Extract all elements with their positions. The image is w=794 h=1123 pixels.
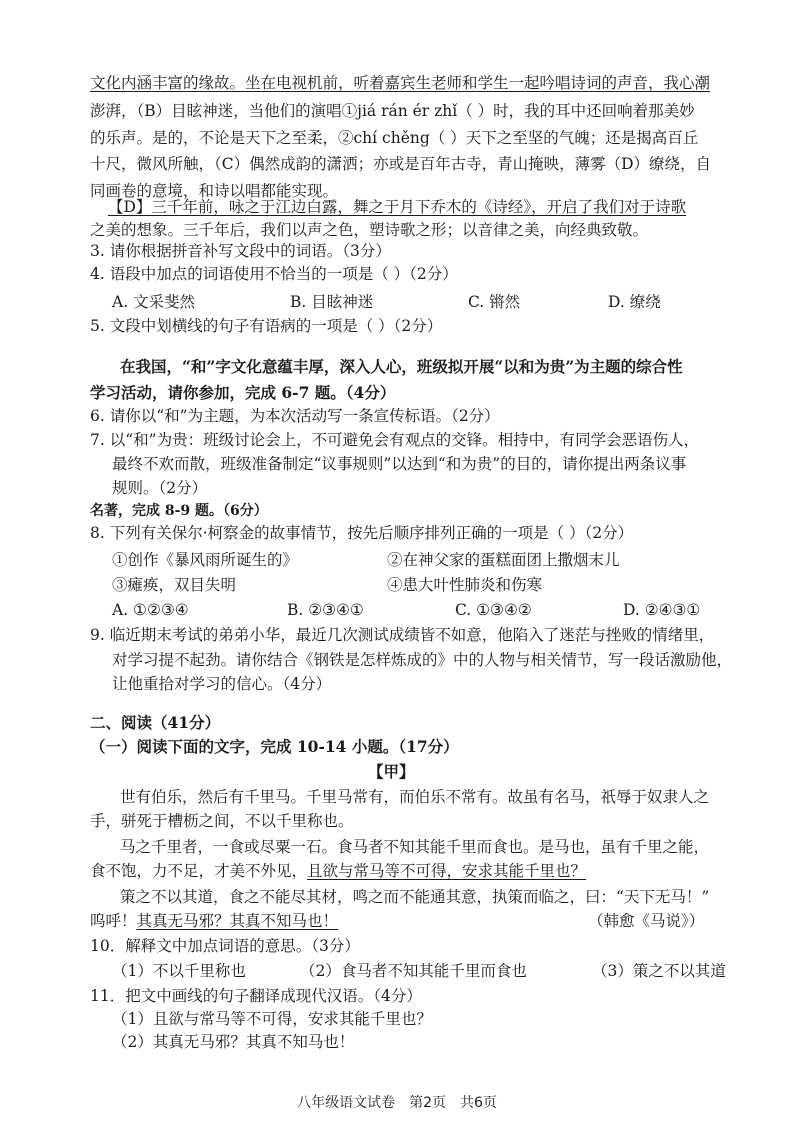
- q8-items-row-1: [112, 549, 620, 571]
- intro-he-line-2: 学习活动，请你参加，完成 6-7 题。（4分）: [90, 383, 396, 402]
- question-3: 3. 请你根据拼音补写文段中的词语。（3分）: [90, 242, 391, 260]
- passage-line-3: 的乐声。是的，不论是天下之至柔，②chí chěng（ ）天下之至坚的气魄；还是揭高百丘: [90, 129, 699, 147]
- q8-option-a: A. ①②③④: [112, 601, 189, 619]
- question-10: 10．解释文中加点词语的意思。（3分）: [90, 937, 360, 955]
- q4-option-a: A. 文采斐然: [112, 293, 196, 311]
- q10-item-3: （3）策之不以其道: [592, 962, 726, 980]
- text-jia-p2b-plain: 食不饱，力不足，才美不外见，: [90, 862, 308, 880]
- text-jia-heading: 【甲】: [368, 762, 415, 781]
- q11-item-1: （1）且欲与常马等不可得，安求其能千里也？: [112, 1010, 432, 1028]
- intro-he-line-1: 在我国，“和”字文化意蕴丰厚，深入人心，班级拟开展“以和为贵”为主题的综合性: [120, 357, 683, 376]
- q8-option-d: D. ②④③①: [623, 601, 701, 619]
- text-jia-p2b: [90, 860, 586, 882]
- passage-line-2: 澎湃，（B）目眩神迷，当他们的演唱①jiá rán ér zhǐ（ ）时，我的耳中还回响着那美妙: [90, 102, 695, 120]
- q8-option-b: B. ②③④①: [287, 601, 364, 619]
- question-7-line-1: 7. 以“和”为贵：班级讨论会上，不可避免会有观点的交锋。相持中，有同学会恶语伤人，: [90, 431, 700, 449]
- q10-item-2: （2）食马者不知其能千里而食也: [300, 962, 527, 980]
- text-jia-p1b: 手，骈死于槽枥之间，不以千里称也。: [90, 812, 354, 830]
- q4-option-d: D. 缭绕: [608, 293, 661, 311]
- question-6: 6. 请你以“和”为主题，为本次活动写一条宣传标语。（2分）: [90, 407, 500, 425]
- text-jia-p3a: 策之不以其道，食之不能尽其材，鸣之而不能通其意，执策而临之，曰：“天下无马！”: [120, 888, 710, 906]
- passage-line-5: 同画卷的意境，和诗以唱都能实现。: [90, 182, 339, 200]
- q4-option-c: C. 锵然: [468, 293, 521, 311]
- subsection-1-heading: （一）阅读下面的文字，完成 10-14 小题。（17分）: [90, 737, 459, 756]
- text-jia-p3b: [90, 910, 338, 932]
- q8-item-4: ④患大叶性肺炎和伤寒: [387, 576, 543, 594]
- passage-line-7: 之美的想象。三千年后，我们以声之色，塑诗歌之形；以音律之美，向经典致敬。: [90, 221, 649, 239]
- q4-option-b: B. 目眩神迷: [290, 293, 374, 311]
- question-7-line-3: 规则。（2分）: [112, 479, 208, 497]
- q8-item-1: ①创作《暴风雨所诞生的》: [112, 551, 299, 569]
- question-8-options: [112, 599, 700, 621]
- passage-line-1: 文化内涵丰富的缘故。坐在电视机前，听着嘉宾生老师和学生一起吟唱诗词的声音，我心潮: [90, 74, 711, 92]
- section-2-heading: 二、阅读（41分）: [90, 713, 221, 732]
- question-8: 8. 下列有关保尔·柯察金的故事情节，按先后顺序排列正确的一项是（ ）（2分）: [90, 524, 634, 542]
- question-9-line-2: 对学习提不起劲。请你结合《钢铁是怎样炼成的》中的人物与相关情节，写一段话激励他，: [112, 651, 733, 669]
- mingzhu-heading: 名著，完成 8-9 题。（6分）: [90, 503, 268, 519]
- q8-option-c: C. ①③④②: [455, 601, 532, 619]
- q10-item-1: （1）不以千里称也: [112, 962, 246, 980]
- question-7-line-2: 最终不欢而散，班级准备制定“议事规则”以达到“和为贵”的目的，请你提出两条议事: [112, 455, 687, 473]
- q11-item-2: （2）其真无马邪？其真不知马也！: [112, 1033, 355, 1051]
- text-jia-p3b-plain: 呜呼！: [90, 912, 137, 930]
- passage-line-6: 【D】三千年前，咏之于江边白露，舞之于月下乔木的《诗经》，开启了我们对于诗歌: [108, 198, 687, 216]
- q8-item-2: ②在神父家的蛋糕面团上撒烟末儿: [387, 551, 620, 569]
- question-4: 4. 语段中加点的词语使用不恰当的一项是（ ）（2分）: [90, 265, 458, 283]
- passage-line-4: 十尺，微风所触，（C）偶然成韵的潇洒；亦或是百年古寺，青山掩映，薄雾（D）缭绕，自: [90, 155, 712, 173]
- text-jia-p2b-underlined: 且欲与常马等不可得，安求其能千里也？: [307, 862, 587, 880]
- text-jia-p2a: 马之千里者，一食或尽粟一石。食马者不知其能千里而食也。是马也，虽有千里之能，: [120, 838, 710, 856]
- q8-item-3: ③瘫痪，双目失明: [112, 576, 237, 594]
- question-9-line-1: 9. 临近期末考试的弟弟小华，最近几次测试成绩皆不如意，他陷入了迷茫与挫败的情绪里，: [90, 626, 715, 644]
- text-jia-p1a: 世有伯乐，然后有千里马。千里马常有，而伯乐不常有。故虽有名马，祇辱于奴隶人之: [120, 788, 710, 806]
- question-5: 5. 文段中划横线的句子有语病的一项是（ ）（2分）: [90, 317, 443, 335]
- page-footer: 八年级语文试卷 第2页 共6页: [297, 1095, 497, 1111]
- question-4-options: [112, 291, 712, 313]
- question-11: 11．把文中画线的句子翻译成现代汉语。（4分）: [90, 987, 422, 1005]
- text-jia-p3b-underlined: 其真无马邪？其真不知马也！: [136, 912, 339, 930]
- question-9-line-3: 让他重拾对学习的信心。（4分）: [112, 675, 332, 693]
- q10-items: [112, 960, 726, 982]
- q8-items-row-2: [112, 574, 542, 596]
- text-jia-source: （韩愈《马说》）: [588, 912, 705, 930]
